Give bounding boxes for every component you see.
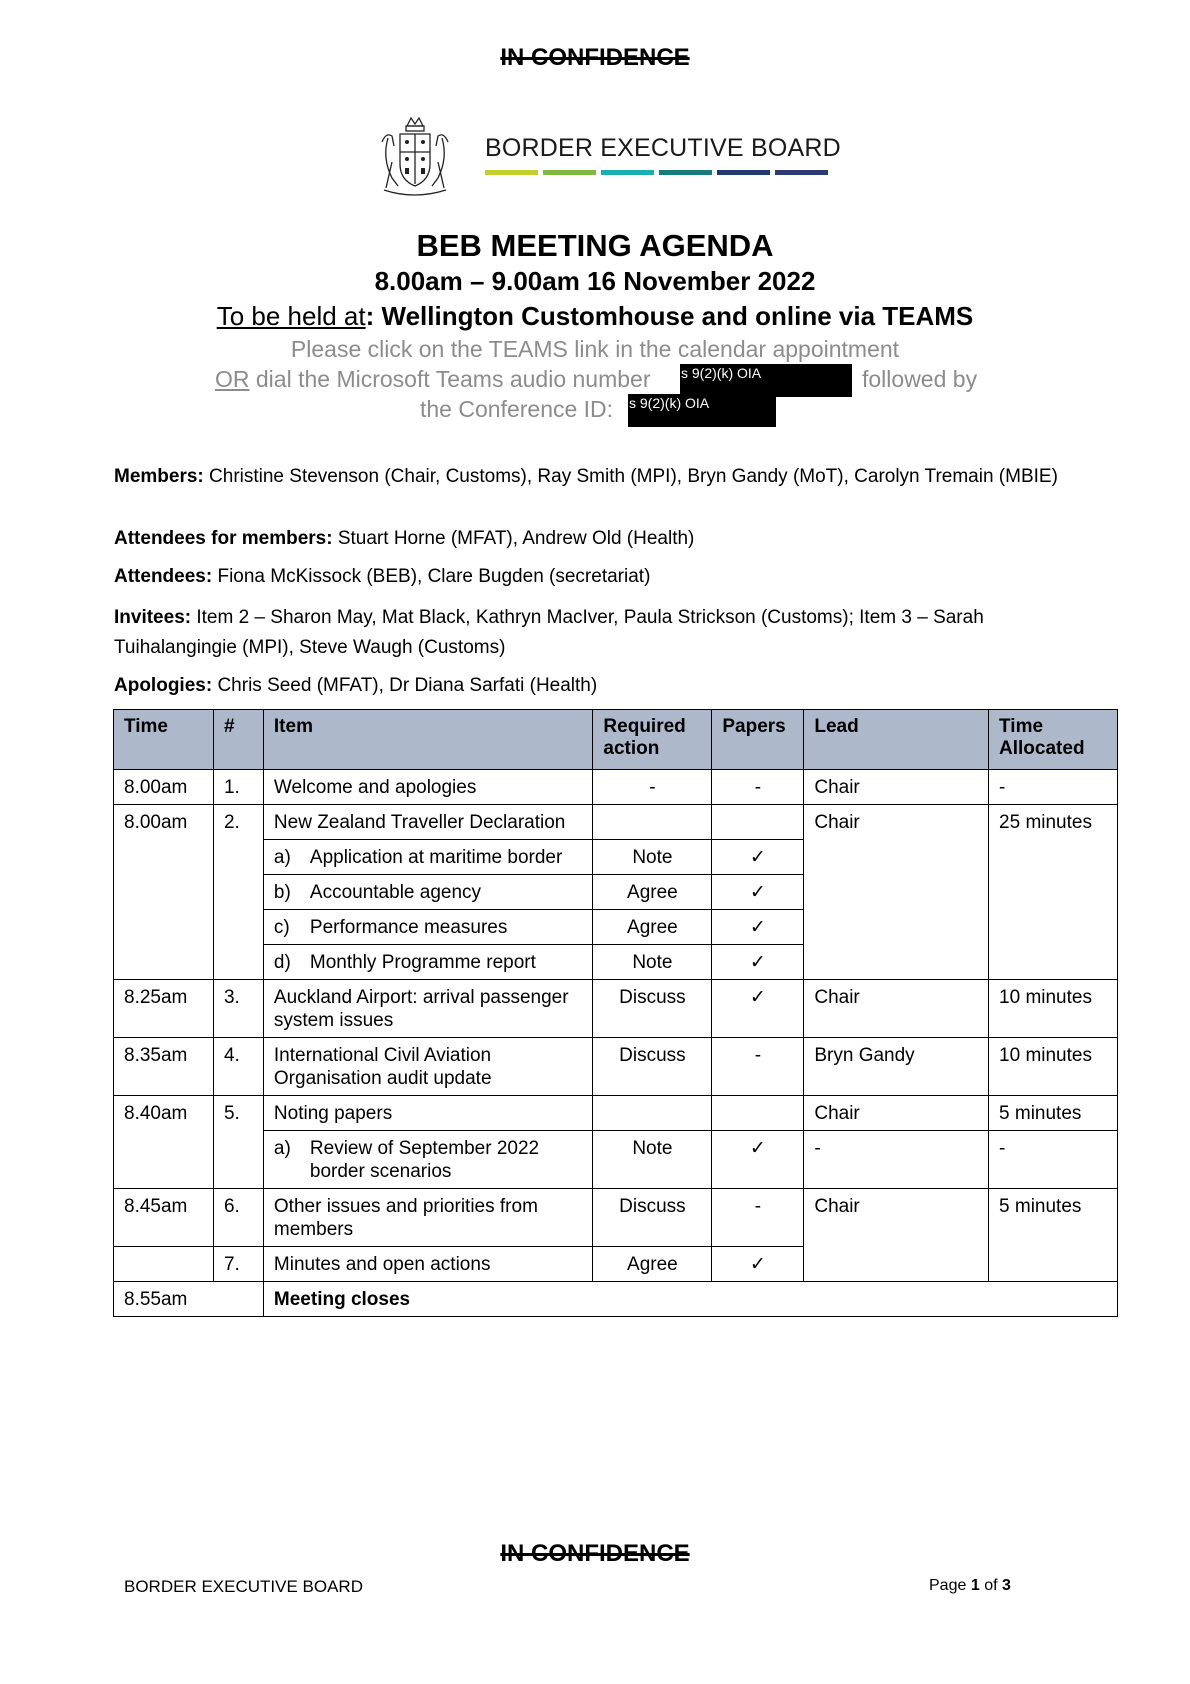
sub-letter: c) (273, 917, 290, 938)
cell-action: Agree (593, 910, 712, 945)
cell-number: 4. (213, 1038, 263, 1096)
brand-color-bars (485, 170, 828, 175)
cell-item: International Civil Aviation Organisation audit update (263, 1038, 593, 1096)
checkmark-icon: ✓ (712, 980, 804, 1038)
agenda-title: BEB MEETING AGENDA (416, 228, 774, 263)
cell-allocated: 5 minutes (989, 1096, 1118, 1131)
sub-item-text: Review of September 2022 border scenarios (309, 1138, 540, 1182)
cell-number: 7. (213, 1247, 263, 1282)
attendees-for-members-line (114, 526, 1074, 552)
cell-lead: Chair (804, 1096, 989, 1131)
redaction-block: s 9(2)(k) OIA (680, 364, 852, 397)
org-title: BORDER EXECUTIVE BOARD (485, 134, 841, 162)
agenda-table (113, 709, 1118, 1317)
cell-lead: Chair (804, 770, 989, 805)
col-header-time: Time (114, 710, 214, 770)
cell-lead: - (804, 1131, 989, 1189)
cell-papers (712, 1096, 804, 1131)
attendees-line (114, 564, 1074, 590)
cell-item: Minutes and open actions (263, 1247, 593, 1282)
cell-time (114, 1247, 214, 1282)
cell-item: Noting papers (263, 1096, 593, 1131)
table-row (114, 770, 1118, 805)
cell-number: 1. (213, 770, 263, 805)
table-subrow (114, 1131, 1118, 1189)
venue-colon: : (365, 301, 375, 331)
cell-allocated: 5 minutes (989, 1189, 1118, 1282)
footer-org-name: BORDER EXECUTIVE BOARD (124, 1577, 363, 1596)
table-row (114, 1038, 1118, 1096)
cell-papers: - (712, 1189, 804, 1247)
venue-label: To be held at (216, 301, 366, 331)
col-header-action: Required action (593, 710, 712, 770)
brand-bar (543, 170, 596, 175)
cell-action: Note (593, 840, 712, 875)
cell-allocated: 10 minutes (989, 1038, 1118, 1096)
classification-footer: IN CONFIDENCE (500, 1540, 690, 1567)
page-current: 1 (970, 1577, 980, 1594)
members-value: Christine Stevenson (Chair, Customs), Ray Smith (MPI), Bryn Gandy (MoT), Carolyn Tremain (MBIE) (209, 466, 1058, 487)
checkmark-icon: ✓ (712, 875, 804, 910)
table-row (114, 1189, 1118, 1247)
cell-time: 8.00am (114, 770, 214, 805)
cell-lead: Bryn Gandy (804, 1038, 989, 1096)
cell-lead: Chair (804, 1189, 989, 1282)
cell-item: Other issues and priorities from members (263, 1189, 593, 1247)
cell-allocated: - (989, 770, 1118, 805)
brand-bar (717, 170, 770, 175)
sub-letter: a) (273, 1138, 291, 1159)
checkmark-icon: ✓ (712, 1131, 804, 1189)
members-line (114, 464, 1074, 490)
col-header-item: Item (263, 710, 593, 770)
sub-letter: d) (273, 952, 291, 973)
cell-time: 8.40am (114, 1096, 214, 1189)
cell-number: 6. (213, 1189, 263, 1247)
page-of: of (984, 1577, 998, 1594)
cell-subitem (263, 875, 593, 910)
classification-header: IN CONFIDENCE (500, 44, 690, 71)
cell-number: 5. (213, 1096, 263, 1189)
redaction-block: s 9(2)(k) OIA (628, 394, 776, 427)
cell-lead: Chair (804, 980, 989, 1038)
cell-action: - (593, 770, 712, 805)
members-label: Members: (114, 466, 204, 487)
apologies-line (114, 673, 1074, 699)
cell-papers: - (712, 770, 804, 805)
invitees-label: Invitees: (114, 607, 192, 628)
invitees-line (114, 603, 1074, 663)
col-header-number: # (213, 710, 263, 770)
cell-number: 3. (213, 980, 263, 1038)
cell-number: 2. (213, 805, 263, 980)
cell-time: 8.35am (114, 1038, 214, 1096)
invitees-value: Item 2 – Sharon May, Mat Black, Kathryn MacIver, Paula Strickson (Customs); Item 3 – Sarah Tuihalangingie (MPI), Steve Waugh (Customs) (114, 607, 984, 658)
or-label: OR (215, 366, 250, 392)
checkmark-icon: ✓ (712, 945, 804, 980)
checkmark-icon: ✓ (712, 910, 804, 945)
brand-bar (659, 170, 712, 175)
teams-audio-line (215, 366, 651, 393)
table-row (114, 980, 1118, 1038)
checkmark-icon: ✓ (712, 1247, 804, 1282)
nz-coat-of-arms-icon (370, 112, 460, 202)
apologies-label: Apologies: (114, 675, 213, 696)
attendees-label: Attendees: (114, 566, 213, 587)
cell-action: Discuss (593, 1038, 712, 1096)
table-row (114, 1282, 1118, 1317)
brand-bar (775, 170, 828, 175)
page-number (929, 1577, 1011, 1595)
sub-item-text: Monthly Programme report (309, 952, 536, 973)
cell-action: Agree (593, 1247, 712, 1282)
cell-papers (712, 805, 804, 840)
brand-bar (485, 170, 538, 175)
cell-action: Discuss (593, 1189, 712, 1247)
cell-lead: Chair (804, 805, 989, 980)
cell-papers: - (712, 1038, 804, 1096)
cell-time: 8.55am (114, 1282, 264, 1317)
sub-letter: a) (273, 847, 291, 868)
cell-action: Discuss (593, 980, 712, 1038)
brand-bar (601, 170, 654, 175)
cell-time: 8.25am (114, 980, 214, 1038)
cell-subitem (263, 1131, 593, 1189)
col-header-papers: Papers (712, 710, 804, 770)
cell-subitem (263, 840, 593, 875)
cell-subitem (263, 945, 593, 980)
agenda-time: 8.00am – 9.00am 16 November 2022 (374, 266, 816, 296)
attendees-for-members-value: Stuart Horne (MFAT), Andrew Old (Health) (337, 528, 695, 549)
cell-item: Meeting closes (263, 1282, 1117, 1317)
page-total: 3 (1001, 1577, 1011, 1594)
cell-action: Note (593, 1131, 712, 1189)
sub-item-text: Accountable agency (309, 882, 482, 903)
table-row (114, 1096, 1118, 1131)
teams-audio-text: dial the Microsoft Teams audio number (255, 366, 651, 392)
sub-item-text: Application at maritime border (309, 847, 563, 868)
venue-value: Wellington Customhouse and online via TEAMS (381, 301, 974, 331)
col-header-lead: Lead (804, 710, 989, 770)
sub-letter: b) (273, 882, 291, 903)
venue-line (0, 301, 1190, 332)
sub-item-text: Performance measures (309, 917, 508, 938)
cell-action: Agree (593, 875, 712, 910)
cell-allocated: 10 minutes (989, 980, 1118, 1038)
teams-instruction: Please click on the TEAMS link in the calendar appointment (290, 336, 900, 362)
cell-action: Note (593, 945, 712, 980)
checkmark-icon: ✓ (712, 840, 804, 875)
page-prefix: Page (929, 1577, 967, 1594)
conference-id-label: the Conference ID: (420, 396, 614, 422)
attendees-value: Fiona McKissock (BEB), Clare Bugden (secretariat) (217, 566, 651, 587)
cell-item: Welcome and apologies (263, 770, 593, 805)
cell-time: 8.00am (114, 805, 214, 980)
col-header-allocated: Time Allocated (989, 710, 1118, 770)
table-row (114, 805, 1118, 840)
attendees-for-members-label: Attendees for members: (114, 528, 333, 549)
cell-item: Auckland Airport: arrival passenger system issues (263, 980, 593, 1038)
cell-subitem (263, 910, 593, 945)
cell-item: New Zealand Traveller Declaration (263, 805, 593, 840)
table-header-row (114, 710, 1118, 770)
cell-action (593, 1096, 712, 1131)
apologies-value: Chris Seed (MFAT), Dr Diana Sarfati (Health) (217, 675, 598, 696)
cell-action (593, 805, 712, 840)
followed-by-text: followed by (862, 366, 978, 392)
cell-allocated: - (989, 1131, 1118, 1189)
cell-allocated: 25 minutes (989, 805, 1118, 980)
cell-time: 8.45am (114, 1189, 214, 1247)
